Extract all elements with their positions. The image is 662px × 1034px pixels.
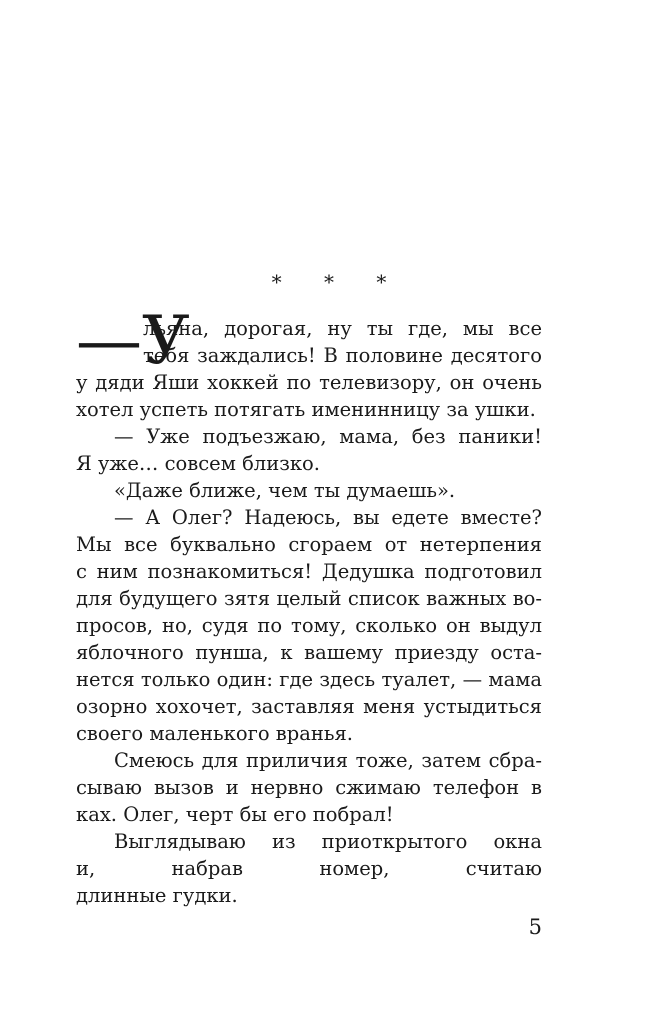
text-line: «Даже ближе, чем ты думаешь». [114,479,456,502]
text-line: с ним познакомиться! Дедушка подготовил [76,560,542,583]
text-line: льяна, дорогая, ну ты где, мы все [143,317,542,340]
text-line: — Уже подъезжаю, мама, без паники! [114,425,542,448]
text-line: Мы все буквально сгораем от нетерпения [76,533,542,556]
drop-cap: —У [76,302,190,379]
section-separator: * * * [271,270,405,294]
text-line: своего маленького вранья. [76,722,353,745]
text-line: длинные гудки. [76,884,238,907]
text-line: озорно хохочет, заставляя меня устыдиться [76,695,542,718]
text-line: просов, но, судя по тому, сколько он выдул [76,614,542,637]
text-line: Выглядываю из приоткрытого окна [114,830,542,853]
text-line: сываю вызов и нервно сжимаю телефон в [76,776,542,799]
text-line: хотел успеть потягать именинницу за ушки. [76,398,536,421]
text-line: Смеюсь для приличия тоже, затем сбра- [114,749,542,772]
page-number: 5 [528,915,542,939]
drop-cap-block [76,302,542,379]
text-line: нется только один: где здесь туалет, — мама [76,668,542,691]
text-line: Я уже… совсем близко. [76,452,320,475]
text-line: ках. Олег, черт бы его побрал! [76,803,394,826]
text-line: для будущего зятя целый список важных во- [76,587,542,610]
text-line: и, набрав номер, считаю [76,857,542,880]
text-line: у дяди Яши хоккей по телевизору, он очень [76,371,542,394]
text-line: — А Олег? Надеюсь, вы едете вместе? [114,506,542,529]
body-text [76,302,542,909]
text-line: яблочного пунша, к вашему приезду оста- [76,641,542,664]
text-line: тебя заждались! В половине десятого [143,344,542,367]
